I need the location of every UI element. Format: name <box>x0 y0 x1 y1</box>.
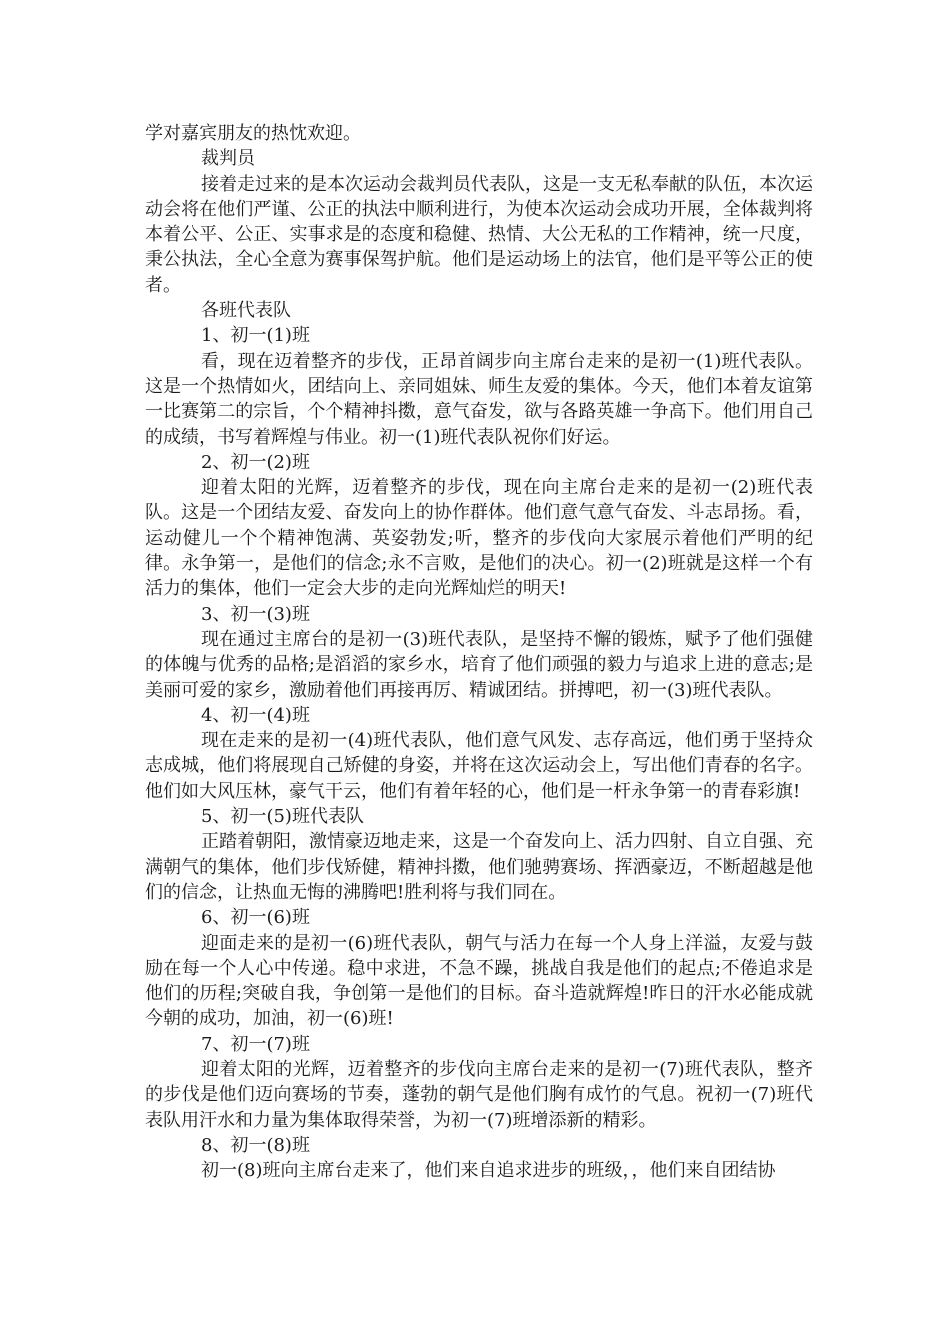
subheading-class-4: 4、初一(4)班 <box>201 704 310 726</box>
subheading-class-8: 8、初一(8)班 <box>201 1134 310 1156</box>
paragraph-class-5: 正踏着朝阳，激情豪迈地走来，这是一个奋发向上、活力四射、自立自强、充满朝气的集体，他们步伐矫健，精神抖擞，他们驰骋赛场、挥洒豪迈，不断超越是他们的信念，让热血无悔的沸腾吧!胜利将与我们同在。 <box>145 831 813 903</box>
paragraph-class-6: 迎面走来的是初一(6)班代表队，朝气与活力在每一个人身上洋溢，友爱与鼓励在每一个人心中传递。稳中求进，不急不躁，挑战自我是他们的起点;不倦追求是他们的历程;突破自我，争创第一是他们的目标。奋斗造就辉煌!昨日的汗水必能成就今朝的成功，加油，初一(6)班! <box>145 932 813 1030</box>
paragraph-referees: 接着走过来的是本次运动会裁判员代表队，这是一支无私奉献的队伍，本次运动会将在他们严谨、公正的执法中顺利进行，为使本次运动会成功开展，全体裁判将本着公平、公正、实事求是的态度和稳健、热情、大公无私的工作精神，统一尺度，秉公执法，全心全意为赛事保驾护航。他们是运动场上的法官，他们是平等公正的使者。 <box>145 173 813 296</box>
subheading-class-5: 5、初一(5)班代表队 <box>201 806 364 828</box>
paragraph-class-4: 现在走来的是初一(4)班代表队，他们意气风发、志存高远，他们勇于坚持众志成城，他们将展现自己矫健的身姿，并将在这次运动会上，写出他们青春的名字。他们如大风压林，豪气干云，他们有着年轻的心，他们是一杆永争第一的青春彩旗! <box>145 730 813 802</box>
subheading-class-1: 1、初一(1)班 <box>201 325 310 347</box>
paragraph-class-3: 现在通过主席台的是初一(3)班代表队，是坚持不懈的锻炼，赋予了他们强健的体魄与优秀的品格;是滔滔的家乡水，培育了他们顽强的毅力与追求上进的意志;是美丽可爱的家乡，激励着他们再接再厉、精诚团结。拼搏吧，初一(3)班代表队。 <box>145 628 813 701</box>
paragraph-class-7: 迎着太阳的光辉，迈着整齐的步伐向主席台走来的是初一(7)班代表队，整齐的步伐是他们迈向赛场的节奏，蓬勃的朝气是他们胸有成竹的气息。祝初一(7)班代表队用汗水和力量为集体取得荣誉，为初一(7)班增添新的精彩。 <box>145 1058 813 1131</box>
subheading-class-2: 2、初一(2)班 <box>201 451 310 473</box>
section-heading-referees: 裁判员 <box>201 148 255 170</box>
subheading-class-3: 3、初一(3)班 <box>201 603 310 625</box>
paragraph-class-2: 迎着太阳的光辉，迈着整齐的步伐，现在向主席台走来的是初一(2)班代表队。这是一个团结友爱、奋发向上的协作群体。他们意气意气奋发、斗志昂扬。看，运动健儿一个个精神饱满、英姿勃发;听，整齐的步伐向大家展示着他们严明的纪律。永争第一，是他们的信念;永不言败，是他们的决心。初一(2)班就是这样一个有活力的集体，他们一定会大步的走向光辉灿烂的明天! <box>145 477 813 600</box>
paragraph-class-8: 初一(8)班向主席台走来了，他们来自追求进步的班级，，他们来自团结协 <box>201 1160 776 1182</box>
paragraph-class-1: 看，现在迈着整齐的步伐，正昂首阔步向主席台走来的是初一(1)班代表队。这是一个热情如火，团结向上、亲同姐妹、师生友爱的集体。今天，他们本着友谊第一比赛第二的宗旨，个个精神抖擞，意气奋发，欲与各路英雄一争高下。他们用自己的成绩，书写着辉煌与伟业。初一(1)班代表队祝你们好运。 <box>145 350 813 448</box>
subheading-class-6: 6、初一(6)班 <box>201 907 310 929</box>
document-body <box>145 121 813 1183</box>
subheading-class-7: 7、初一(7)班 <box>201 1033 310 1055</box>
paragraph-continued-welcome: 学对嘉宾朋友的热忱欢迎。 <box>145 123 361 144</box>
section-heading-class-teams: 各班代表队 <box>201 300 291 322</box>
